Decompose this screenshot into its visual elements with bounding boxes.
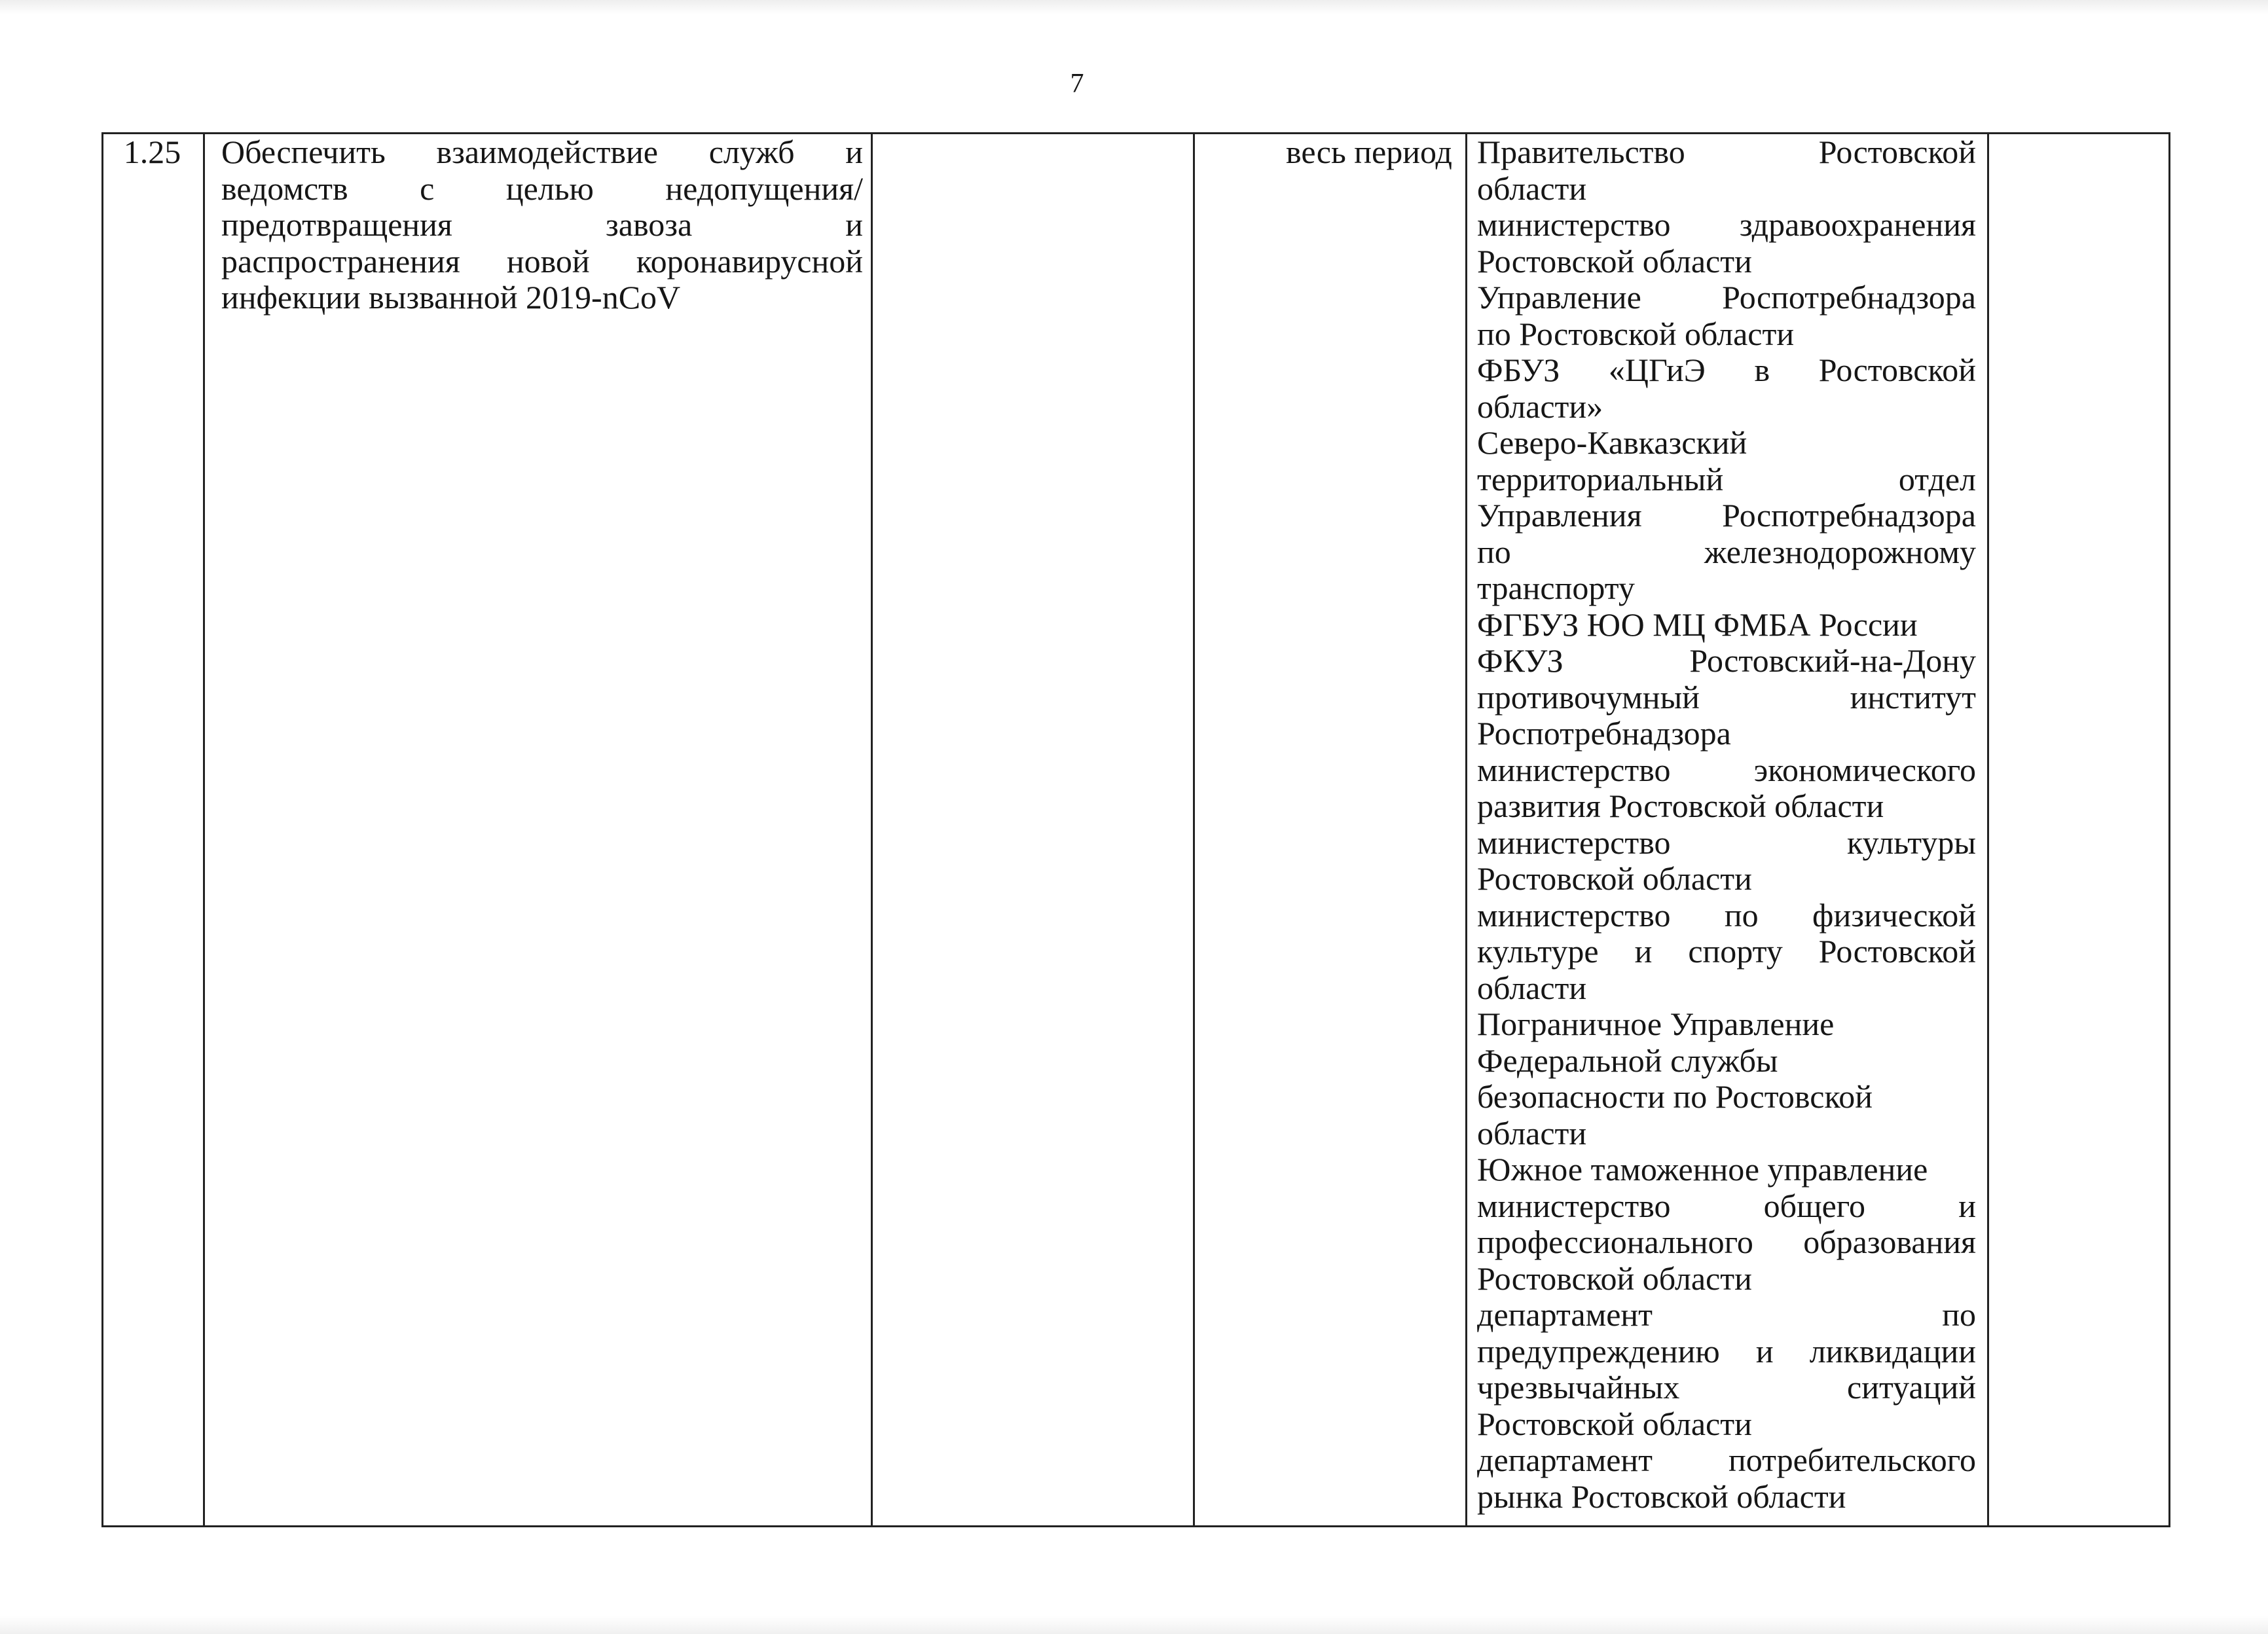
responsible-executor-line: противочумный институт [1477, 678, 1976, 716]
responsible-executor-line: области [1477, 170, 1587, 207]
row-index: 1.25 [123, 134, 181, 170]
table-left-border [101, 132, 103, 1527]
responsible-executor-line: Северо-Кавказский [1477, 424, 1747, 461]
column-divider-4 [1465, 132, 1467, 1527]
row-index-cell [101, 134, 203, 171]
responsible-executor-line: департамент по [1477, 1296, 1976, 1333]
page-number: 7 [1070, 69, 1084, 99]
responsible-executors-cell [1477, 134, 1976, 1515]
responsible-executor-line: министерство здравоохранения [1477, 206, 1976, 243]
responsible-executor-line: министерство общего и [1477, 1187, 1976, 1224]
responsible-executor-line: транспорту [1477, 570, 1635, 606]
responsible-executor-line: культуре и спорту Ростовской [1477, 933, 1976, 970]
table-right-border [2168, 132, 2170, 1527]
task-description-line: инфекции вызванной 2019-nCoV [221, 279, 681, 316]
column-divider-5 [1987, 132, 1989, 1527]
responsible-executor-line: Управление Роспотребнадзора [1477, 279, 1976, 316]
responsible-executor-line: чрезвычайных ситуаций [1477, 1369, 1976, 1406]
responsible-executor-line: Ростовской области [1477, 1405, 1752, 1442]
responsible-executor-line: Ростовской области [1477, 1260, 1752, 1297]
responsible-executor-line: Ростовской области [1477, 242, 1752, 280]
responsible-executor-line: профессионального образования [1477, 1224, 1976, 1260]
responsible-executor-line: ФГБУЗ ЮО МЦ ФМБА России [1477, 606, 1918, 643]
responsible-executor-line: Федеральной службы [1477, 1042, 1778, 1079]
task-description-line: ведомств с целью недопущения/ [221, 170, 863, 207]
task-description-line: предотвращения завоза и [221, 206, 863, 243]
responsible-executor-line: безопасности по Ростовской [1477, 1078, 1873, 1115]
task-description-cell [221, 134, 863, 316]
responsible-executor-line: ФБУЗ «ЦГиЭ в Ростовской [1477, 352, 1976, 388]
responsible-executor-line: развития Ростовской области [1477, 788, 1884, 824]
responsible-executor-line: Правительство Ростовской [1477, 134, 1976, 170]
responsible-executor-line: ФКУЗ Ростовский-на-Дону [1477, 642, 1976, 679]
responsible-executor-line: по Ростовской области [1477, 315, 1795, 352]
responsible-executor-line: Ростовской области [1477, 860, 1752, 897]
responsible-executor-line: Управления Роспотребнадзора [1477, 497, 1976, 534]
responsible-executor-line: департамент потребительского [1477, 1442, 1976, 1478]
responsible-executor-line: предупреждению и ликвидации [1477, 1332, 1976, 1370]
column-divider-3 [1193, 132, 1195, 1527]
responsible-executor-line: области [1477, 1114, 1587, 1152]
responsible-executor-line: территориальный отдел [1477, 460, 1976, 498]
task-description-line: распространения новой коронавирусной [221, 242, 863, 280]
period-cell [1198, 134, 1460, 171]
responsible-executor-line: министерство экономического [1477, 751, 1976, 788]
column-divider-1 [203, 132, 205, 1527]
column-divider-2 [871, 132, 873, 1527]
period-text: весь период [1286, 134, 1452, 170]
scan-edge-top [0, 0, 2268, 14]
task-description-line: Обеспечить взаимодействие служб и [221, 134, 863, 170]
responsible-executor-line: по железнодорожному [1477, 533, 1976, 570]
responsible-executor-line: министерство по физической [1477, 896, 1976, 934]
responsible-executor-line: области [1477, 969, 1587, 1006]
table-bottom-border [101, 1525, 2170, 1527]
responsible-executor-line: области» [1477, 388, 1603, 425]
responsible-executor-line: министерство культуры [1477, 824, 1976, 861]
responsible-executor-line: Пограничное Управление [1477, 1006, 1835, 1042]
responsible-executor-line: Южное таможенное управление [1477, 1151, 1928, 1188]
responsible-executor-line: Роспотребнадзора [1477, 715, 1731, 752]
responsible-executor-line: рынка Ростовской области [1477, 1478, 1846, 1515]
scan-edge-bottom [0, 1616, 2268, 1634]
